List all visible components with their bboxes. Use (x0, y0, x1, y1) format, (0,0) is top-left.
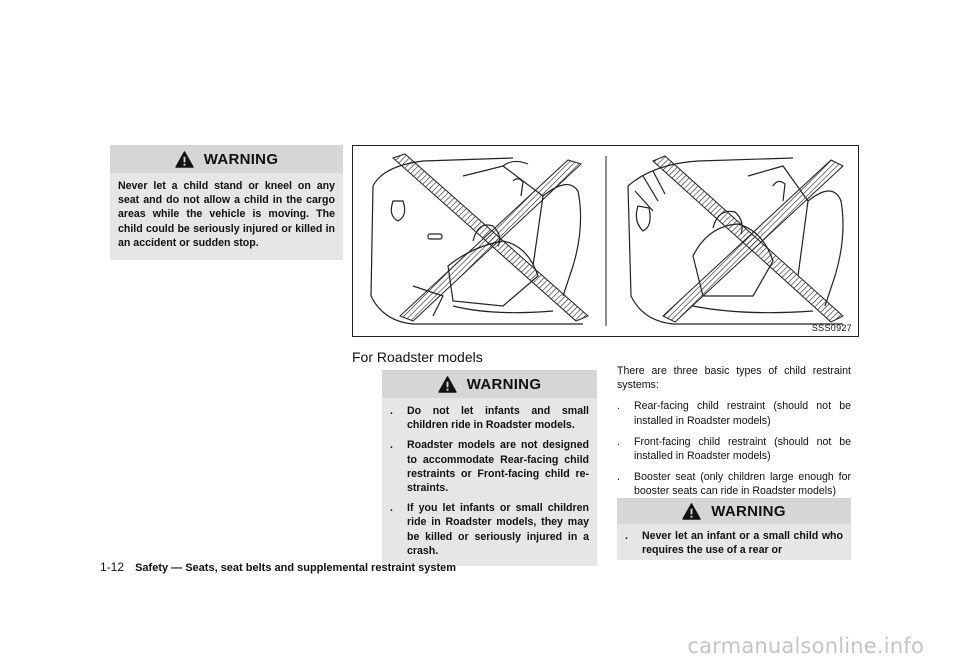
list-item: . Rear-facing child restraint (should not be installed in Roadster models) (617, 400, 851, 427)
list-item: . Roadster models are not designed to accommodate Rear-facing child restraints or Front-facing child re-straints. (390, 439, 589, 495)
warning-body-3 (617, 524, 851, 560)
restraint-list (617, 399, 851, 498)
watermark: carmanualsonline.info (687, 634, 924, 658)
warning-box-3 (617, 498, 851, 560)
warning-header-1 (110, 145, 343, 173)
child-restraint-figure (352, 145, 859, 337)
warning-list-3 (625, 529, 843, 557)
restraint-intro: There are three basic types of child restraint systems: (617, 365, 851, 392)
warning-icon (682, 503, 701, 520)
warning-header-2 (382, 370, 597, 398)
right-panel-x (653, 156, 843, 322)
warning-text-1: Never let a child stand or kneel on any seat and do not allow a child in the cargo areas while the vehicle is moving. The child could be seriously injured or killed in an accident or sudden stop. (118, 180, 335, 249)
warning-body-1 (110, 173, 343, 260)
figure-caption: SSS0927 (811, 323, 852, 333)
section-title: For Roadster models (352, 349, 483, 365)
warning-header-3 (617, 498, 851, 524)
warning-heading-1: WARNING (203, 150, 279, 168)
list-item: . Front-facing child restraint (should not be installed in Roadster models) (617, 435, 851, 463)
left-panel-x (393, 154, 588, 321)
warning-box-1 (110, 145, 343, 260)
warning-list-2 (390, 404, 589, 558)
warning-heading-2: WARNING (466, 375, 542, 393)
warning-body-2 (382, 398, 597, 566)
list-item: . Booster seat (only children large enough for booster seats can ride in Roadster models) (617, 471, 851, 498)
list-item: . Do not let infants and small children ride in Roadster models. (390, 405, 589, 432)
list-item: . Never let an infant or a small child who requires the use of a rear or (625, 530, 843, 557)
warning-box-2 (382, 370, 597, 566)
warning-icon (175, 151, 194, 168)
list-item: . If you let infants or small children ride in Roadster models, they may be killed or seriously injured in a crash. (390, 502, 589, 557)
restraint-types-section (617, 364, 851, 499)
child-restraint-illustration (353, 146, 858, 336)
warning-icon (438, 376, 457, 393)
footer-title: Safety — Seats, seat belts and supplemental restraint system (135, 562, 457, 574)
page-number: 1-12 (100, 560, 125, 574)
page-footer (100, 560, 456, 574)
warning-heading-3: WARNING (711, 502, 786, 520)
